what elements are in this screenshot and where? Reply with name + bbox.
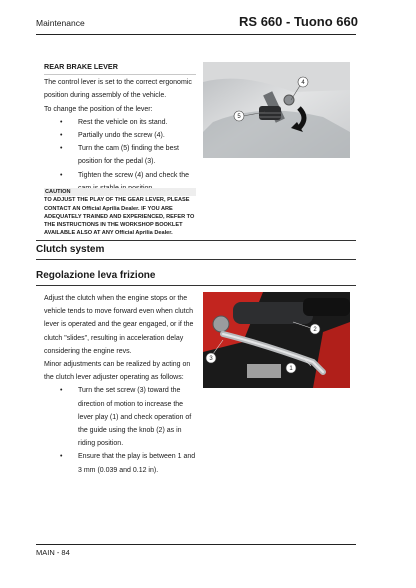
rear-brake-title-rule bbox=[44, 74, 196, 75]
rear-brake-steps bbox=[44, 116, 196, 195]
callout-label: 1 bbox=[289, 366, 293, 372]
clutch-intro: Adjust the clutch when the engine stops or the vehicle tends to move forward even when clutch lever is operated and the gear engaged, or if the clutch "slides", resulting in acceleration delay considering the engine revs. bbox=[44, 295, 194, 355]
header-section-label: Maintenance bbox=[36, 18, 85, 28]
page-number: MAIN - 84 bbox=[36, 548, 70, 557]
clutch-section bbox=[44, 292, 198, 477]
header-divider bbox=[36, 34, 356, 35]
section-divider bbox=[36, 240, 356, 241]
section-divider bbox=[36, 285, 356, 286]
section-divider bbox=[36, 259, 356, 260]
header-model-title: RS 660 - Tuono 660 bbox=[239, 14, 358, 29]
step-text: Tighten the screw (4) and check the bbox=[78, 171, 190, 179]
rear-brake-title: REAR BRAKE LEVER bbox=[44, 62, 118, 71]
caution-note bbox=[44, 188, 196, 238]
rear-brake-lever-photo bbox=[203, 62, 350, 158]
rear-brake-intro-2: To change the position of the lever: bbox=[44, 105, 153, 113]
bullet-icon: • bbox=[60, 132, 63, 140]
callout-label: 3 bbox=[209, 356, 213, 362]
rear-brake-section bbox=[44, 60, 196, 195]
step-text: Rest the vehicle on its stand. bbox=[78, 118, 168, 126]
list-item bbox=[44, 384, 198, 450]
caution-title: CAUTION bbox=[44, 188, 196, 196]
bullet-icon: • bbox=[60, 387, 63, 395]
caution-text: TO ADJUST THE PLAY OF THE GEAR LEVER, PLEASE CONTACT AN Official Aprilia Dealer. IF YOU ARE ADEQUATELY TRAINED AND EXPERIENCED, REFER TO THE INSTRUCTIONS IN THE WORKSHOP BOOKLET AVAILABLE ALSO AT ANY Official Aprilia Dealer. bbox=[44, 197, 195, 237]
rear-brake-intro: The control lever is set to the correct ergonomic position during assembly of the vehicle. bbox=[44, 79, 192, 100]
callout-label: 2 bbox=[313, 327, 317, 333]
bullet-icon: • bbox=[60, 145, 63, 153]
bullet-icon: • bbox=[60, 453, 63, 461]
step-text: Partially undo the screw (4). bbox=[78, 132, 165, 140]
clutch-intro-2: Minor adjustments can be realized by acting on the clutch lever adjuster operating as follows: bbox=[44, 361, 191, 382]
clutch-lever-photo bbox=[203, 292, 350, 388]
callout-label: 4 bbox=[301, 80, 305, 86]
callout-label: 5 bbox=[237, 114, 241, 120]
footer-divider bbox=[36, 544, 356, 545]
step-text: Turn the cam (5) finding the best position for the pedal (3). bbox=[78, 145, 179, 166]
list-item bbox=[44, 142, 196, 168]
clutch-system-heading: Clutch system bbox=[36, 244, 105, 255]
list-item bbox=[44, 129, 196, 142]
step-text: Ensure that the play is between 1 and 3 mm (0.039 and 0.12 in). bbox=[78, 453, 196, 474]
step-text: Turn the set screw (3) toward the direction of motion to increase the lever play (1) and check operation of the guide using the knob (2) as in riding position. bbox=[78, 387, 192, 448]
bullet-icon: • bbox=[60, 171, 63, 179]
clutch-steps bbox=[44, 384, 198, 476]
list-item bbox=[44, 116, 196, 129]
clutch-lever-adjustment-heading: Regolazione leva frizione bbox=[36, 270, 156, 281]
bullet-icon: • bbox=[60, 118, 63, 126]
list-item bbox=[44, 450, 198, 476]
